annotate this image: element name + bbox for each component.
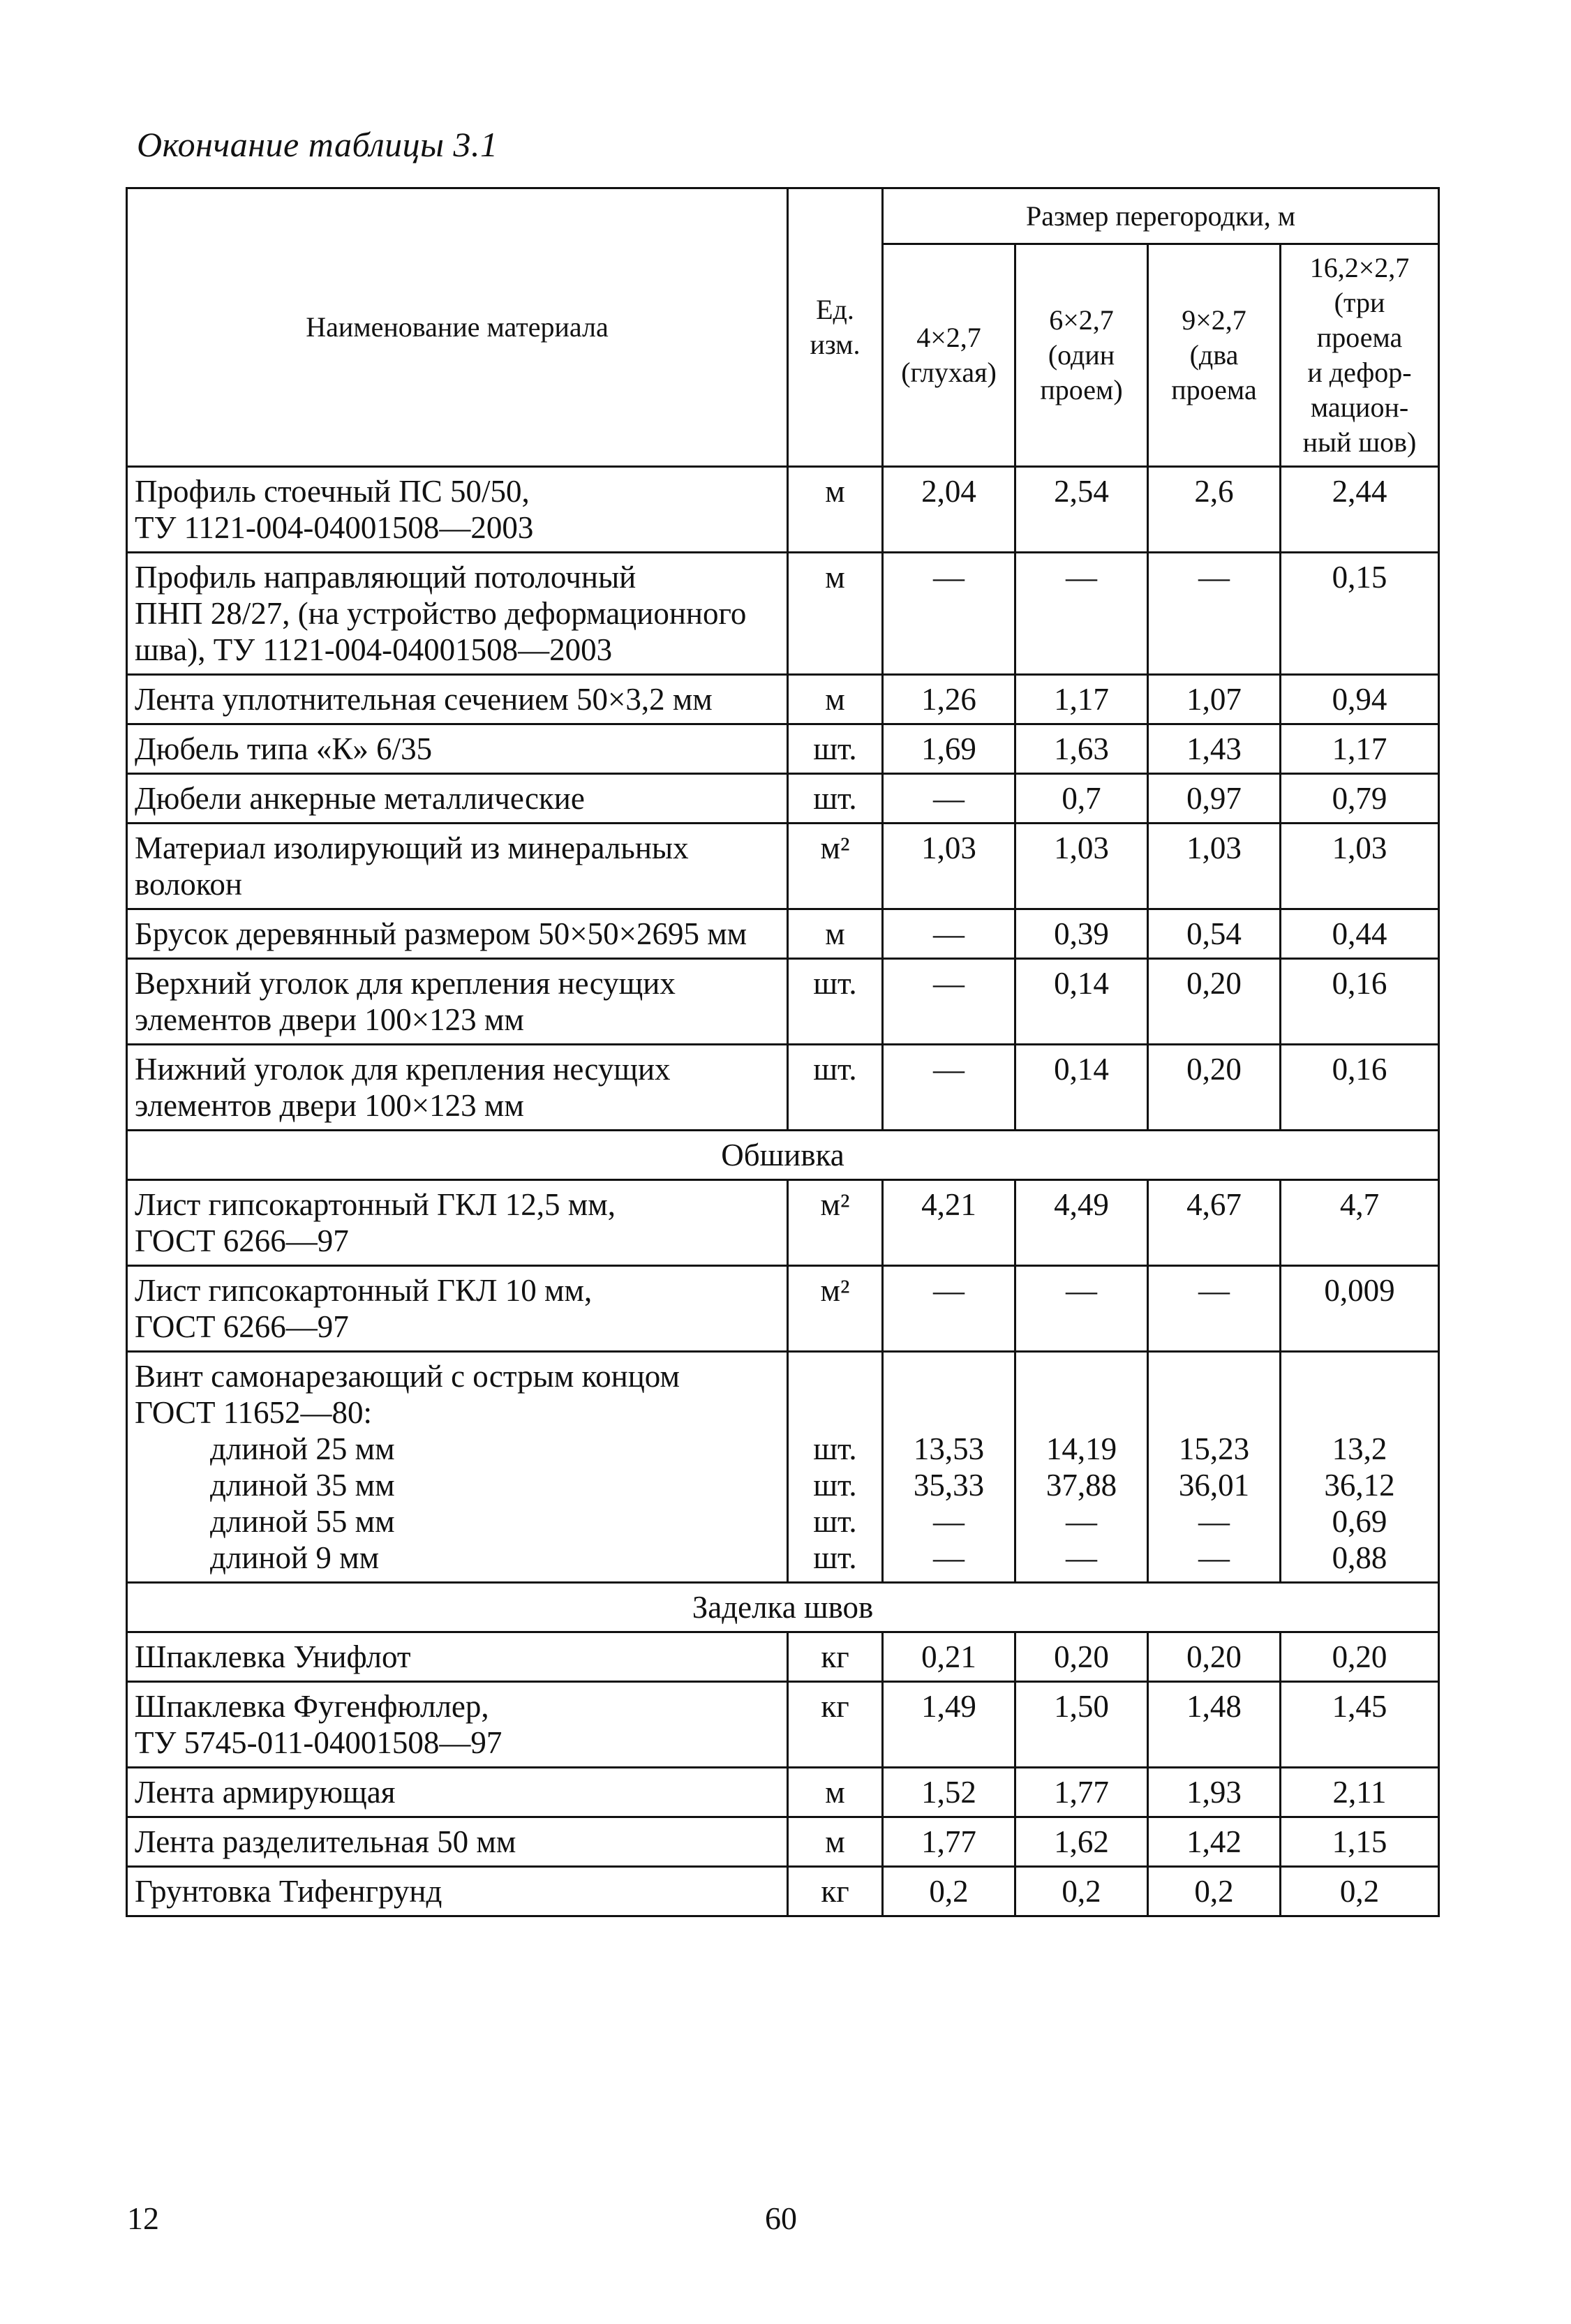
unit-cell: м² bbox=[788, 824, 883, 909]
value-cell-line: 35,33 bbox=[913, 1468, 985, 1503]
value-cell: 0,16 bbox=[1281, 1045, 1439, 1131]
value-cell: 1,62 bbox=[1015, 1817, 1148, 1867]
value-cell: 0,20 bbox=[1148, 1045, 1281, 1131]
value-cell-line: 0,88 bbox=[1332, 1540, 1387, 1575]
material-name-cell: Шпаклевка Унифлот bbox=[127, 1632, 788, 1682]
material-name-cell: Лента уплотнительная сечением 50×3,2 мм bbox=[127, 675, 788, 724]
material-name-cell: Профиль стоечный ПС 50/50, ТУ 1121-004-04001508—2003 bbox=[127, 467, 788, 553]
screw-title: Винт самонарезающий с острым концом ГОСТ 11652—80: bbox=[135, 1359, 680, 1430]
table-row bbox=[127, 1045, 1439, 1131]
section-row bbox=[127, 1583, 1439, 1632]
materials-table bbox=[126, 187, 1440, 1917]
value-cell: 1,03 bbox=[883, 824, 1015, 909]
value-cell bbox=[883, 1352, 1015, 1583]
value-cell-line: — bbox=[1198, 1504, 1230, 1539]
unit-cell: м bbox=[788, 553, 883, 675]
value-cell: 1,42 bbox=[1148, 1817, 1281, 1867]
material-name-cell: Профиль направляющий потолочный ПНП 28/27, (на устройство деформационного шва), ТУ 1121-004-04001508—2003 bbox=[127, 553, 788, 675]
table-row bbox=[127, 1768, 1439, 1817]
value-cell: 1,17 bbox=[1015, 675, 1148, 724]
table-row bbox=[127, 959, 1439, 1045]
table-caption: Окончание таблицы 3.1 bbox=[137, 125, 498, 164]
material-name-cell: Грунтовка Тифенгрунд bbox=[127, 1867, 788, 1916]
value-cell: 0,21 bbox=[883, 1632, 1015, 1682]
table-body bbox=[127, 467, 1439, 1916]
value-cell: 0,39 bbox=[1015, 909, 1148, 959]
material-name-cell: Материал изолирующий из минеральных волокон bbox=[127, 824, 788, 909]
value-cell: 0,16 bbox=[1281, 959, 1439, 1045]
table-row bbox=[127, 1682, 1439, 1768]
value-cell: 0,20 bbox=[1281, 1632, 1439, 1682]
value-cell: 0,2 bbox=[1281, 1867, 1439, 1916]
table-row bbox=[127, 553, 1439, 675]
value-cell: 2,11 bbox=[1281, 1768, 1439, 1817]
value-cell: 0,97 bbox=[1148, 774, 1281, 824]
value-cell: 0,7 bbox=[1015, 774, 1148, 824]
unit-cell: шт. bbox=[788, 959, 883, 1045]
material-name-cell: Дюбель типа «К» 6/35 bbox=[127, 724, 788, 774]
header-size-6x2-7: 6×2,7 (один проем) bbox=[1015, 244, 1148, 467]
value-cell: 1,43 bbox=[1148, 724, 1281, 774]
value-cell: 1,03 bbox=[1015, 824, 1148, 909]
unit-cell: м bbox=[788, 1768, 883, 1817]
unit-cell: м bbox=[788, 467, 883, 553]
unit-cell: шт. bbox=[788, 1045, 883, 1131]
header-size-16-2x2-7: 16,2×2,7 (три проема и дефор- мацион- ный шов) bbox=[1281, 244, 1439, 467]
unit-cell: шт. bbox=[788, 724, 883, 774]
table-row bbox=[127, 1817, 1439, 1867]
value-cell: 0,14 bbox=[1015, 959, 1148, 1045]
value-cell: 0,009 bbox=[1281, 1266, 1439, 1352]
page-number: 60 bbox=[765, 2200, 797, 2236]
table-row bbox=[127, 774, 1439, 824]
table-row bbox=[127, 467, 1439, 553]
table-row bbox=[127, 1867, 1439, 1916]
value-cell: 1,49 bbox=[883, 1682, 1015, 1768]
header-unit: Ед. изм. bbox=[788, 188, 883, 467]
value-cell-line: 15,23 bbox=[1178, 1431, 1250, 1466]
value-cell-line: — bbox=[933, 1540, 965, 1575]
table-row bbox=[127, 909, 1439, 959]
value-cell: 1,52 bbox=[883, 1768, 1015, 1817]
value-cell-line: 14,19 bbox=[1045, 1431, 1117, 1466]
value-cell: 1,07 bbox=[1148, 675, 1281, 724]
table-row bbox=[127, 724, 1439, 774]
value-cell: — bbox=[1148, 553, 1281, 675]
value-cell: — bbox=[883, 909, 1015, 959]
section-title-joints: Заделка швов bbox=[127, 1583, 1439, 1632]
unit-cell: м bbox=[788, 1817, 883, 1867]
unit-cell: м² bbox=[788, 1180, 883, 1266]
value-cell-line: — bbox=[1198, 1540, 1230, 1575]
value-cell bbox=[1015, 1352, 1148, 1583]
value-cell: 1,48 bbox=[1148, 1682, 1281, 1768]
value-cell-line: 37,88 bbox=[1045, 1468, 1117, 1503]
value-cell: — bbox=[883, 1266, 1015, 1352]
value-cell: 0,2 bbox=[1148, 1867, 1281, 1916]
header-material-name: Наименование материала bbox=[127, 188, 788, 467]
value-cell-line: 36,12 bbox=[1324, 1468, 1395, 1503]
value-cell: 4,67 bbox=[1148, 1180, 1281, 1266]
material-name-cell: Дюбели анкерные металлические bbox=[127, 774, 788, 824]
unit-cell: м bbox=[788, 675, 883, 724]
value-cell: 2,6 bbox=[1148, 467, 1281, 553]
value-cell: 0,94 bbox=[1281, 675, 1439, 724]
table-row bbox=[127, 675, 1439, 724]
material-name-cell: Лист гипсокартонный ГКЛ 12,5 мм, ГОСТ 6266—97 bbox=[127, 1180, 788, 1266]
material-name-cell: Лента разделительная 50 мм bbox=[127, 1817, 788, 1867]
value-cell: 1,77 bbox=[1015, 1768, 1148, 1817]
unit-cell: кг bbox=[788, 1867, 883, 1916]
value-cell: — bbox=[883, 553, 1015, 675]
value-cell: 4,21 bbox=[883, 1180, 1015, 1266]
section-title-sheathing: Обшивка bbox=[127, 1131, 1439, 1180]
value-cell: 2,04 bbox=[883, 467, 1015, 553]
value-cell: 2,54 bbox=[1015, 467, 1148, 553]
value-cell-line: 13,53 bbox=[913, 1431, 985, 1466]
footer-left-number: 12 bbox=[127, 2200, 159, 2236]
value-cell: 0,20 bbox=[1148, 959, 1281, 1045]
material-name-cell: Верхний уголок для крепления несущих элементов двери 100×123 мм bbox=[127, 959, 788, 1045]
screw-length-label: длиной 55 мм bbox=[210, 1504, 395, 1539]
unit-cell: кг bbox=[788, 1632, 883, 1682]
value-cell: 1,17 bbox=[1281, 724, 1439, 774]
value-cell: 4,7 bbox=[1281, 1180, 1439, 1266]
value-cell: 2,44 bbox=[1281, 467, 1439, 553]
value-cell-line: 36,01 bbox=[1178, 1468, 1250, 1503]
table-row bbox=[127, 1266, 1439, 1352]
unit-cell-line: шт. bbox=[813, 1540, 857, 1575]
value-cell: — bbox=[1148, 1266, 1281, 1352]
header-size-group: Размер перегородки, м bbox=[883, 188, 1439, 244]
value-cell bbox=[1148, 1352, 1281, 1583]
value-cell: 0,14 bbox=[1015, 1045, 1148, 1131]
value-cell: — bbox=[1015, 1266, 1148, 1352]
material-name-cell: Лента армирующая bbox=[127, 1768, 788, 1817]
value-cell-line: 13,2 bbox=[1332, 1431, 1387, 1466]
value-cell-line: — bbox=[1066, 1540, 1097, 1575]
material-name-cell bbox=[127, 1352, 788, 1583]
value-cell: 1,45 bbox=[1281, 1682, 1439, 1768]
value-cell: 4,49 bbox=[1015, 1180, 1148, 1266]
screw-length-label: длиной 25 мм bbox=[210, 1431, 395, 1466]
value-cell: 1,26 bbox=[883, 675, 1015, 724]
value-cell: 1,50 bbox=[1015, 1682, 1148, 1768]
table-header bbox=[127, 188, 1439, 467]
unit-cell-line: шт. bbox=[813, 1431, 857, 1466]
table-row bbox=[127, 824, 1439, 909]
value-cell: 0,20 bbox=[1015, 1632, 1148, 1682]
value-cell: 0,79 bbox=[1281, 774, 1439, 824]
section-row bbox=[127, 1131, 1439, 1180]
unit-cell bbox=[788, 1352, 883, 1583]
unit-cell: кг bbox=[788, 1682, 883, 1768]
value-cell-line: — bbox=[1066, 1504, 1097, 1539]
value-cell: 0,44 bbox=[1281, 909, 1439, 959]
material-name-cell: Шпаклевка Фугенфюллер, ТУ 5745-011-04001508—97 bbox=[127, 1682, 788, 1768]
value-cell: 1,03 bbox=[1148, 824, 1281, 909]
unit-cell: м bbox=[788, 909, 883, 959]
value-cell: 0,2 bbox=[883, 1867, 1015, 1916]
table-row bbox=[127, 1180, 1439, 1266]
value-cell: — bbox=[1015, 553, 1148, 675]
value-cell: 1,93 bbox=[1148, 1768, 1281, 1817]
value-cell: 0,2 bbox=[1015, 1867, 1148, 1916]
screw-length-label: длиной 9 мм bbox=[210, 1540, 380, 1575]
value-cell: 1,03 bbox=[1281, 824, 1439, 909]
header-size-9x2-7: 9×2,7 (два проема bbox=[1148, 244, 1281, 467]
table-row bbox=[127, 1632, 1439, 1682]
value-cell: — bbox=[883, 1045, 1015, 1131]
header-size-4x2-7: 4×2,7 (глухая) bbox=[883, 244, 1015, 467]
value-cell: 1,63 bbox=[1015, 724, 1148, 774]
material-name-cell: Нижний уголок для крепления несущих элементов двери 100×123 мм bbox=[127, 1045, 788, 1131]
screw-length-label: длиной 35 мм bbox=[210, 1468, 395, 1503]
value-cell: — bbox=[883, 774, 1015, 824]
unit-cell: м² bbox=[788, 1266, 883, 1352]
value-cell: — bbox=[883, 959, 1015, 1045]
unit-cell-line: шт. bbox=[813, 1468, 857, 1503]
value-cell: 0,54 bbox=[1148, 909, 1281, 959]
unit-cell-line: шт. bbox=[813, 1504, 857, 1539]
value-cell bbox=[1281, 1352, 1439, 1583]
material-name-cell: Лист гипсокартонный ГКЛ 10 мм, ГОСТ 6266—97 bbox=[127, 1266, 788, 1352]
value-cell-line: 0,69 bbox=[1332, 1504, 1387, 1539]
value-cell-line: — bbox=[933, 1504, 965, 1539]
value-cell: 0,20 bbox=[1148, 1632, 1281, 1682]
material-name-cell: Брусок деревянный размером 50×50×2695 мм bbox=[127, 909, 788, 959]
value-cell: 1,15 bbox=[1281, 1817, 1439, 1867]
value-cell: 0,15 bbox=[1281, 553, 1439, 675]
unit-cell: шт. bbox=[788, 774, 883, 824]
value-cell: 1,77 bbox=[883, 1817, 1015, 1867]
table-row-screw bbox=[127, 1352, 1439, 1583]
value-cell: 1,69 bbox=[883, 724, 1015, 774]
